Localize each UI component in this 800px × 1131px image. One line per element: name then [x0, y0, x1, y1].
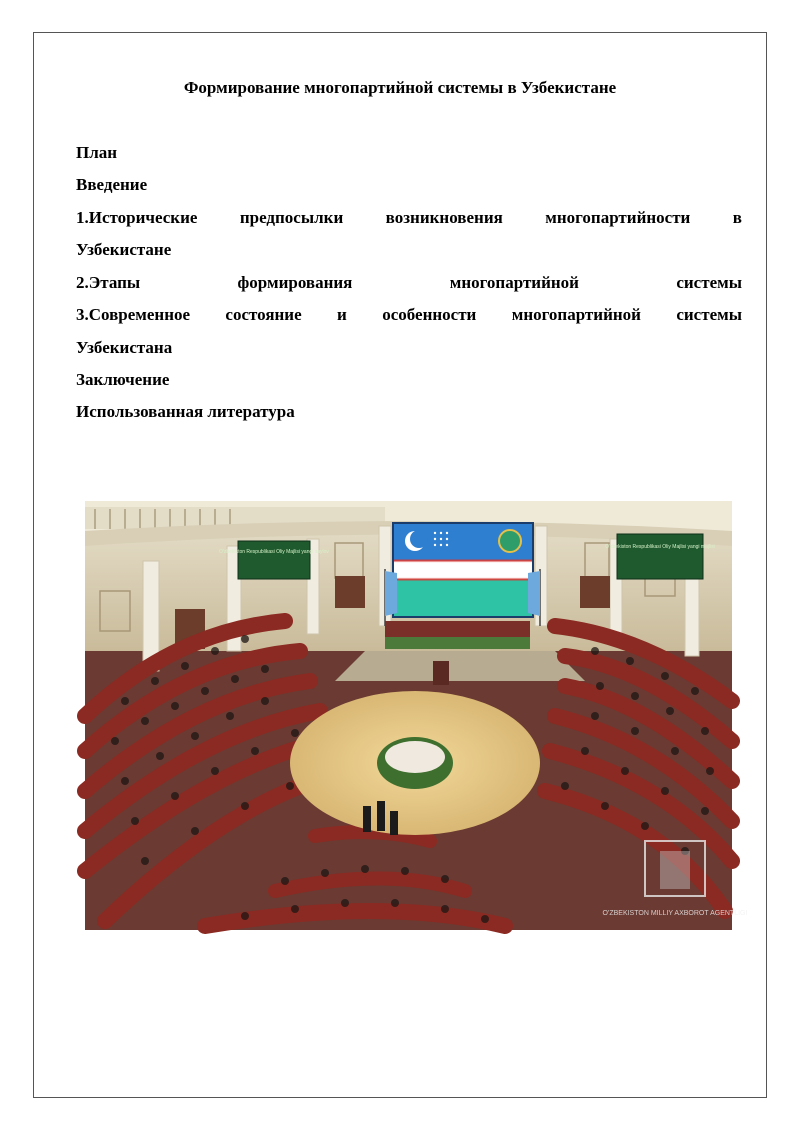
plan-item-2-word: 2.Этапы: [76, 273, 141, 292]
plan-literature: Использованная литература: [76, 402, 295, 421]
parliament-hall-photo: [85, 501, 748, 930]
plan-item-3-word: особенности: [382, 305, 477, 324]
plan-item-3-word: 3.Современное: [76, 305, 191, 324]
plan-item-2-word: системы: [676, 273, 742, 292]
plan-item-1-word: многопартийности: [545, 208, 691, 227]
plan-item-2: [76, 273, 742, 293]
plan-item-3-word: состояние: [225, 305, 302, 324]
plan-item-3-word: системы: [676, 305, 742, 324]
plan-item-1-continuation: Узбекистане: [76, 240, 172, 259]
plan-item-1-word: 1.Исторические: [76, 208, 198, 227]
plan-item-1-word: в: [732, 208, 742, 227]
plan-heading: План: [76, 143, 118, 162]
screen-left-text: O'zbekiston Respublikasi Oliy Majlisi yangi saylov: [219, 549, 329, 555]
plan-conclusion: Заключение: [76, 370, 170, 389]
plan-item-3-word: многопартийной: [511, 305, 641, 324]
plan-item-1: [76, 208, 742, 228]
photo-watermark: O'ZBEKISTON MILLIY AXBOROT AGENTLIGI: [602, 910, 748, 917]
plan-item-2-word: формирования: [237, 273, 353, 292]
plan-intro: Введение: [76, 175, 148, 194]
plan-item-3: [76, 305, 742, 325]
plan-item-3-continuation: Узбекистана: [76, 338, 173, 357]
plan-item-1-word: возникновения: [385, 208, 503, 227]
plan-item-2-word: многопартийной: [449, 273, 579, 292]
screen-right-text: O'zbekiston Respublikasi Oliy Majlisi yangi majlisi: [605, 544, 715, 550]
plan-item-3-word: и: [337, 305, 347, 324]
plan-item-1-word: предпосылки: [239, 208, 344, 227]
document-title: Формирование многопартийной системы в Узбекистане: [183, 78, 617, 97]
